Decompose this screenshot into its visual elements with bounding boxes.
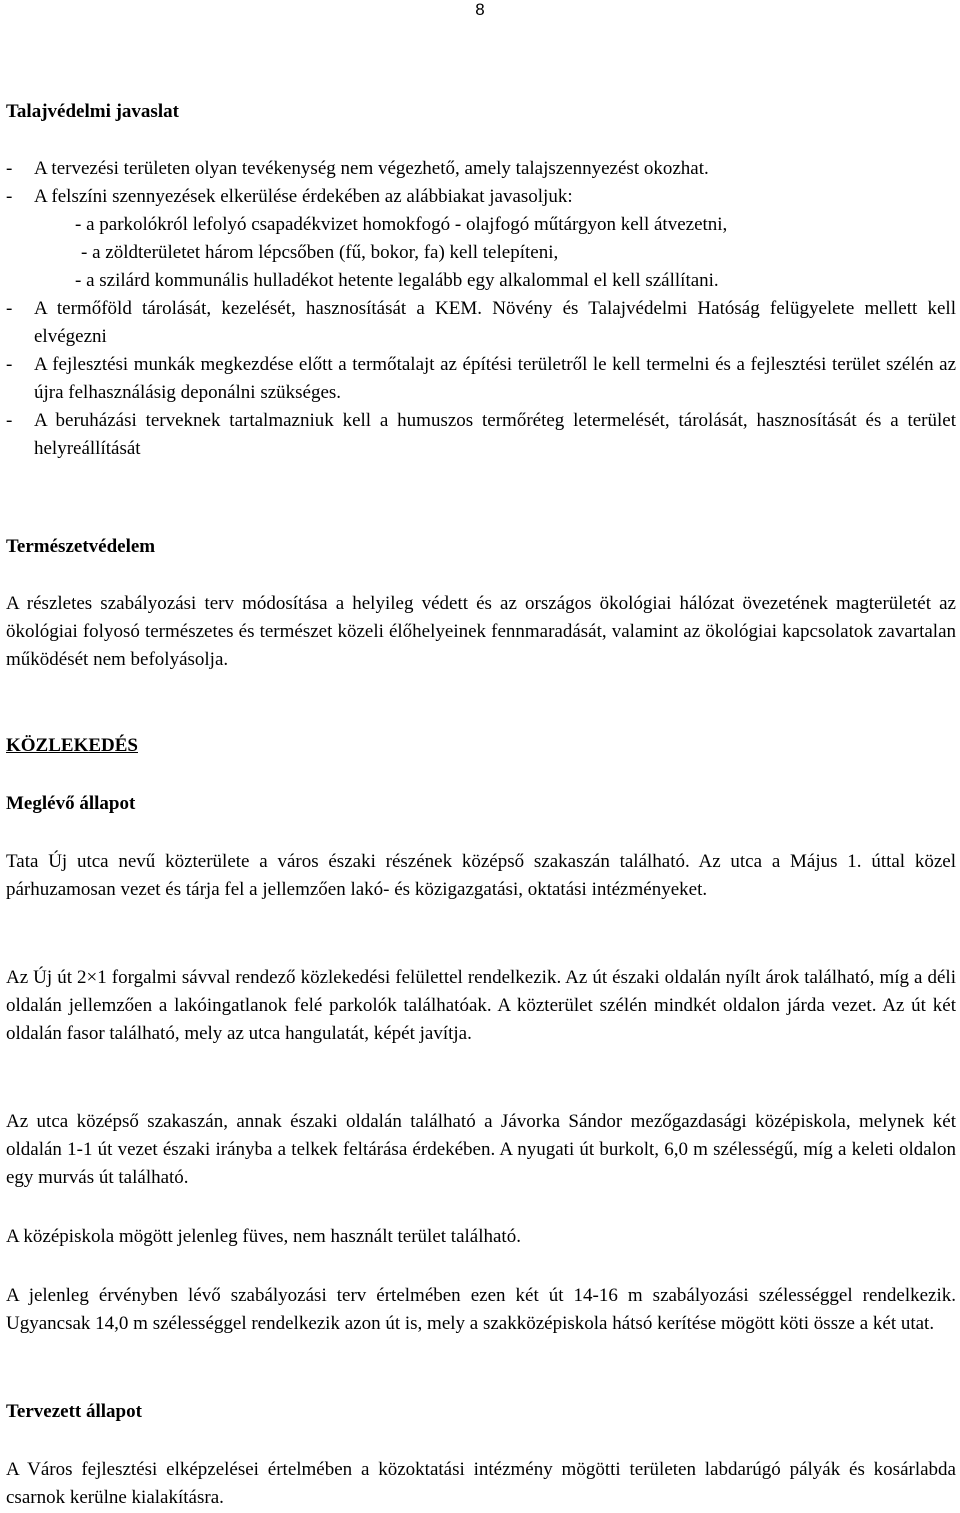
- transport-paragraph: Tata Új utca nevű közterülete a város északi részének középső szakaszán található. Az utca a Május 1. úttal közel párhuzamosan vezet és tárja fel a jellemzően lakó- és közigazgatási, oktatási intézményeket.: [6, 851, 956, 900]
- transport-paragraph: A jelenleg érvényben lévő szabályozási terv értelmében ezen két út 14-16 m szabályozási szélességgel rendelkezik. Ugyancsak 14,0 m szélességgel rendelkezik azon út is, mely a szakközépiskola hátsó kerítése mögött köti össze a két utat.: [6, 1285, 956, 1334]
- list-item: - A fejlesztési munkák megkezdése előtt a termőtalajt az építési területről le kell termelni és a fejlesztési terület szélén az újra felhasználásig deponálni szükséges.: [6, 354, 956, 403]
- list-item: - A beruházási terveknek tartalmazniuk kell a humuszos termőréteg letermelését, tárolását, hasznosítását és a terület helyreállítását: [6, 410, 956, 459]
- list-item: - A termőföld tárolását, kezelését, hasznosítását a KEM. Növény és Talajvédelmi Hatóság felügyelete mellett kell elvégezni: [6, 298, 956, 347]
- subsection-title: Meglévő állapot: [6, 793, 136, 814]
- sub-item: - a zöldterületet három lépcsőben (fű, bokor, fa) kell telepíteni,: [81, 242, 559, 263]
- transport-paragraph: A Város fejlesztési elképzelései értelmében a közoktatási intézmény mögötti területen labdarúgó pályák és kosárlabda csarnok kerülne kialakításra.: [6, 1459, 956, 1508]
- sub-item: - a szilárd kommunális hulladékot hetente legalább egy alkalommal el kell szállítani.: [75, 270, 719, 291]
- transport-paragraph: Az Új út 2×1 forgalmi sávval rendező közlekedési felülettel rendelkezik. Az út északi oldalán nyílt árok található, míg a déli oldalán jellemzően a lakóingatlanok felé parkolók találhatóak. A közterület szélén mindkét oldalon járda vezet. Az út két oldalán fasor található, mely az utca hangulatát, képét javítja.: [6, 967, 956, 1044]
- list-item: - A tervezési területen olyan tevékenység nem végezhető, amely talajszennyezést okozhat.: [6, 158, 709, 179]
- transport-heading: [6, 732, 956, 760]
- current-state-heading: [6, 790, 956, 818]
- list-item: - A felszíni szennyezések elkerülése érdekében az alábbiakat javasoljuk:: [6, 186, 573, 207]
- section-title: Talajvédelmi javaslat: [6, 101, 179, 122]
- transport-paragraph: A középiskola mögött jelenleg füves, nem használt terület található.: [6, 1226, 521, 1247]
- subsection-title: Tervezett állapot: [6, 1401, 142, 1422]
- soil-list: [6, 155, 956, 463]
- sub-item: - a parkolókról lefolyó csapadékvizet homokfogó - olajfogó műtárgyon kell átvezetni,: [75, 214, 728, 235]
- nature-heading: [6, 533, 956, 561]
- nature-paragraph: A részletes szabályozási terv módosítása a helyileg védett és az országos ökológiai hálózat övezetének magterületét az ökológiai folyosó természetes és természet közeli élőhelyeinek fennmaradását, valamint az ökológiai kapcsolatok zavartalan működését nem befolyásolja.: [6, 593, 956, 670]
- transport-paragraph: Az utca középső szakaszán, annak északi oldalán található a Jávorka Sándor mezőgazdasági középiskola, melynek két oldalán 1-1 út vezet északi irányba a telkek feltárása érdekében. A nyugati út burkolt, 6,0 m szélességű, míg a keleti oldalon egy murvás út található.: [6, 1111, 956, 1188]
- planned-state-heading: [6, 1398, 956, 1426]
- section-title: KÖZLEKEDÉS: [6, 735, 138, 756]
- section-title: Természetvédelem: [6, 536, 156, 557]
- page-number: 8: [475, 0, 485, 19]
- soil-heading: [6, 98, 956, 126]
